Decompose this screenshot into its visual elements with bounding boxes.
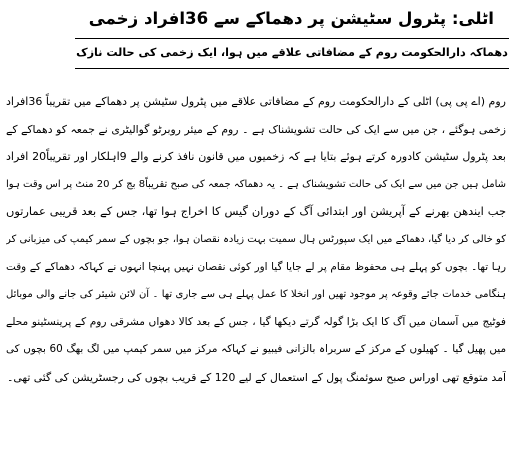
body-line: شامل ہیں جن میں سے ایک کی حالت تشویشناک ہے ۔ یہ دھماکہ جمعہ کی صبح تقریباً8 بج کر 20 منٹ پر اس وقت ہوا	[6, 178, 506, 190]
headline: اٹلی: پٹرول سٹیشن پر دھماکے سے 36افراد زخمی	[88, 9, 494, 28]
article-body	[6, 88, 506, 392]
body-line: آمد متوقع تھی اوراس صبح سوئمنگ پول کے استعمال کے لیے 120 کے قریب بچوں کی رجسٹریشن کی گئی تھی۔	[7, 370, 506, 384]
body-line: میں پھیل گیا ۔ کھیلوں کے مرکز کے سربراہ بالزانی فیبیو نے کہاکہ مرکز میں سمر کیمپ میں لگ بھگ 60 بچوں کی	[6, 343, 506, 356]
body-line: رہا تھا۔ بچوں کو پہلے ہی محفوظ مقام پر لے جایا گیا اور کوئی نقصان نہیں پہنچا انہوں نے کہاکہ دھماکے کے وقت	[6, 260, 506, 273]
body-line: فوٹیج میں آسمان میں آگ کا ایک بڑا گولہ گرتے دیکھا گیا ، جس کے بعد کالا دھواں مشرقی روم کے پرینسٹینو محلے	[6, 315, 506, 328]
body-line: روم (اے پی پی) اٹلی کے دارالحکومت روم کے مضافاتی علاقے میں پٹرول سٹیشن پر دھماکے میں تقریباً 36افراد	[6, 95, 506, 108]
subheadline: دھماکہ دارالحکومت روم کے مضافاتی علاقے میں ہوا، ایک زخمی کی حالت نازک	[76, 46, 508, 59]
body-line: ہنگامی خدمات جائے وقوعہ پر موجود تھیں اور انخلا کا عمل پہلے ہی سے جاری تھا ۔ آن لائن شیئر کی جانے والی موبائل	[6, 289, 506, 301]
headline-divider	[75, 38, 509, 39]
body-line: جب ایندھن بھرنے کے آپریشن اور ابتدائی آگ کے دوران گیس کا اخراج ہوا تھا، جس کے بعد قریبی عمارتوں	[6, 204, 506, 219]
subheadline-divider	[75, 68, 509, 69]
body-line: بعد پٹرول سٹیشن کادورہ کرتے ہوئے بتایا ہے کہ زخمیوں میں قانون نافذ کرنے والے 9اہلکار اور تقریباً20 افراد	[6, 150, 506, 164]
body-line: زخمی ہوگئے ، جن میں سے ایک کی حالت تشویشناک ہے ۔ روم کے میئر روبرٹو گوالیٹری نے جمعہ کو دھماکے کے	[6, 122, 506, 136]
body-line: کو خالی کر دیا گیا، دھماکے میں ایک سپورٹس ہال سمیت بہت زیادہ نقصان ہوا، جو بچوں کے سمر کیمپ کی میزبانی کر	[6, 233, 506, 245]
